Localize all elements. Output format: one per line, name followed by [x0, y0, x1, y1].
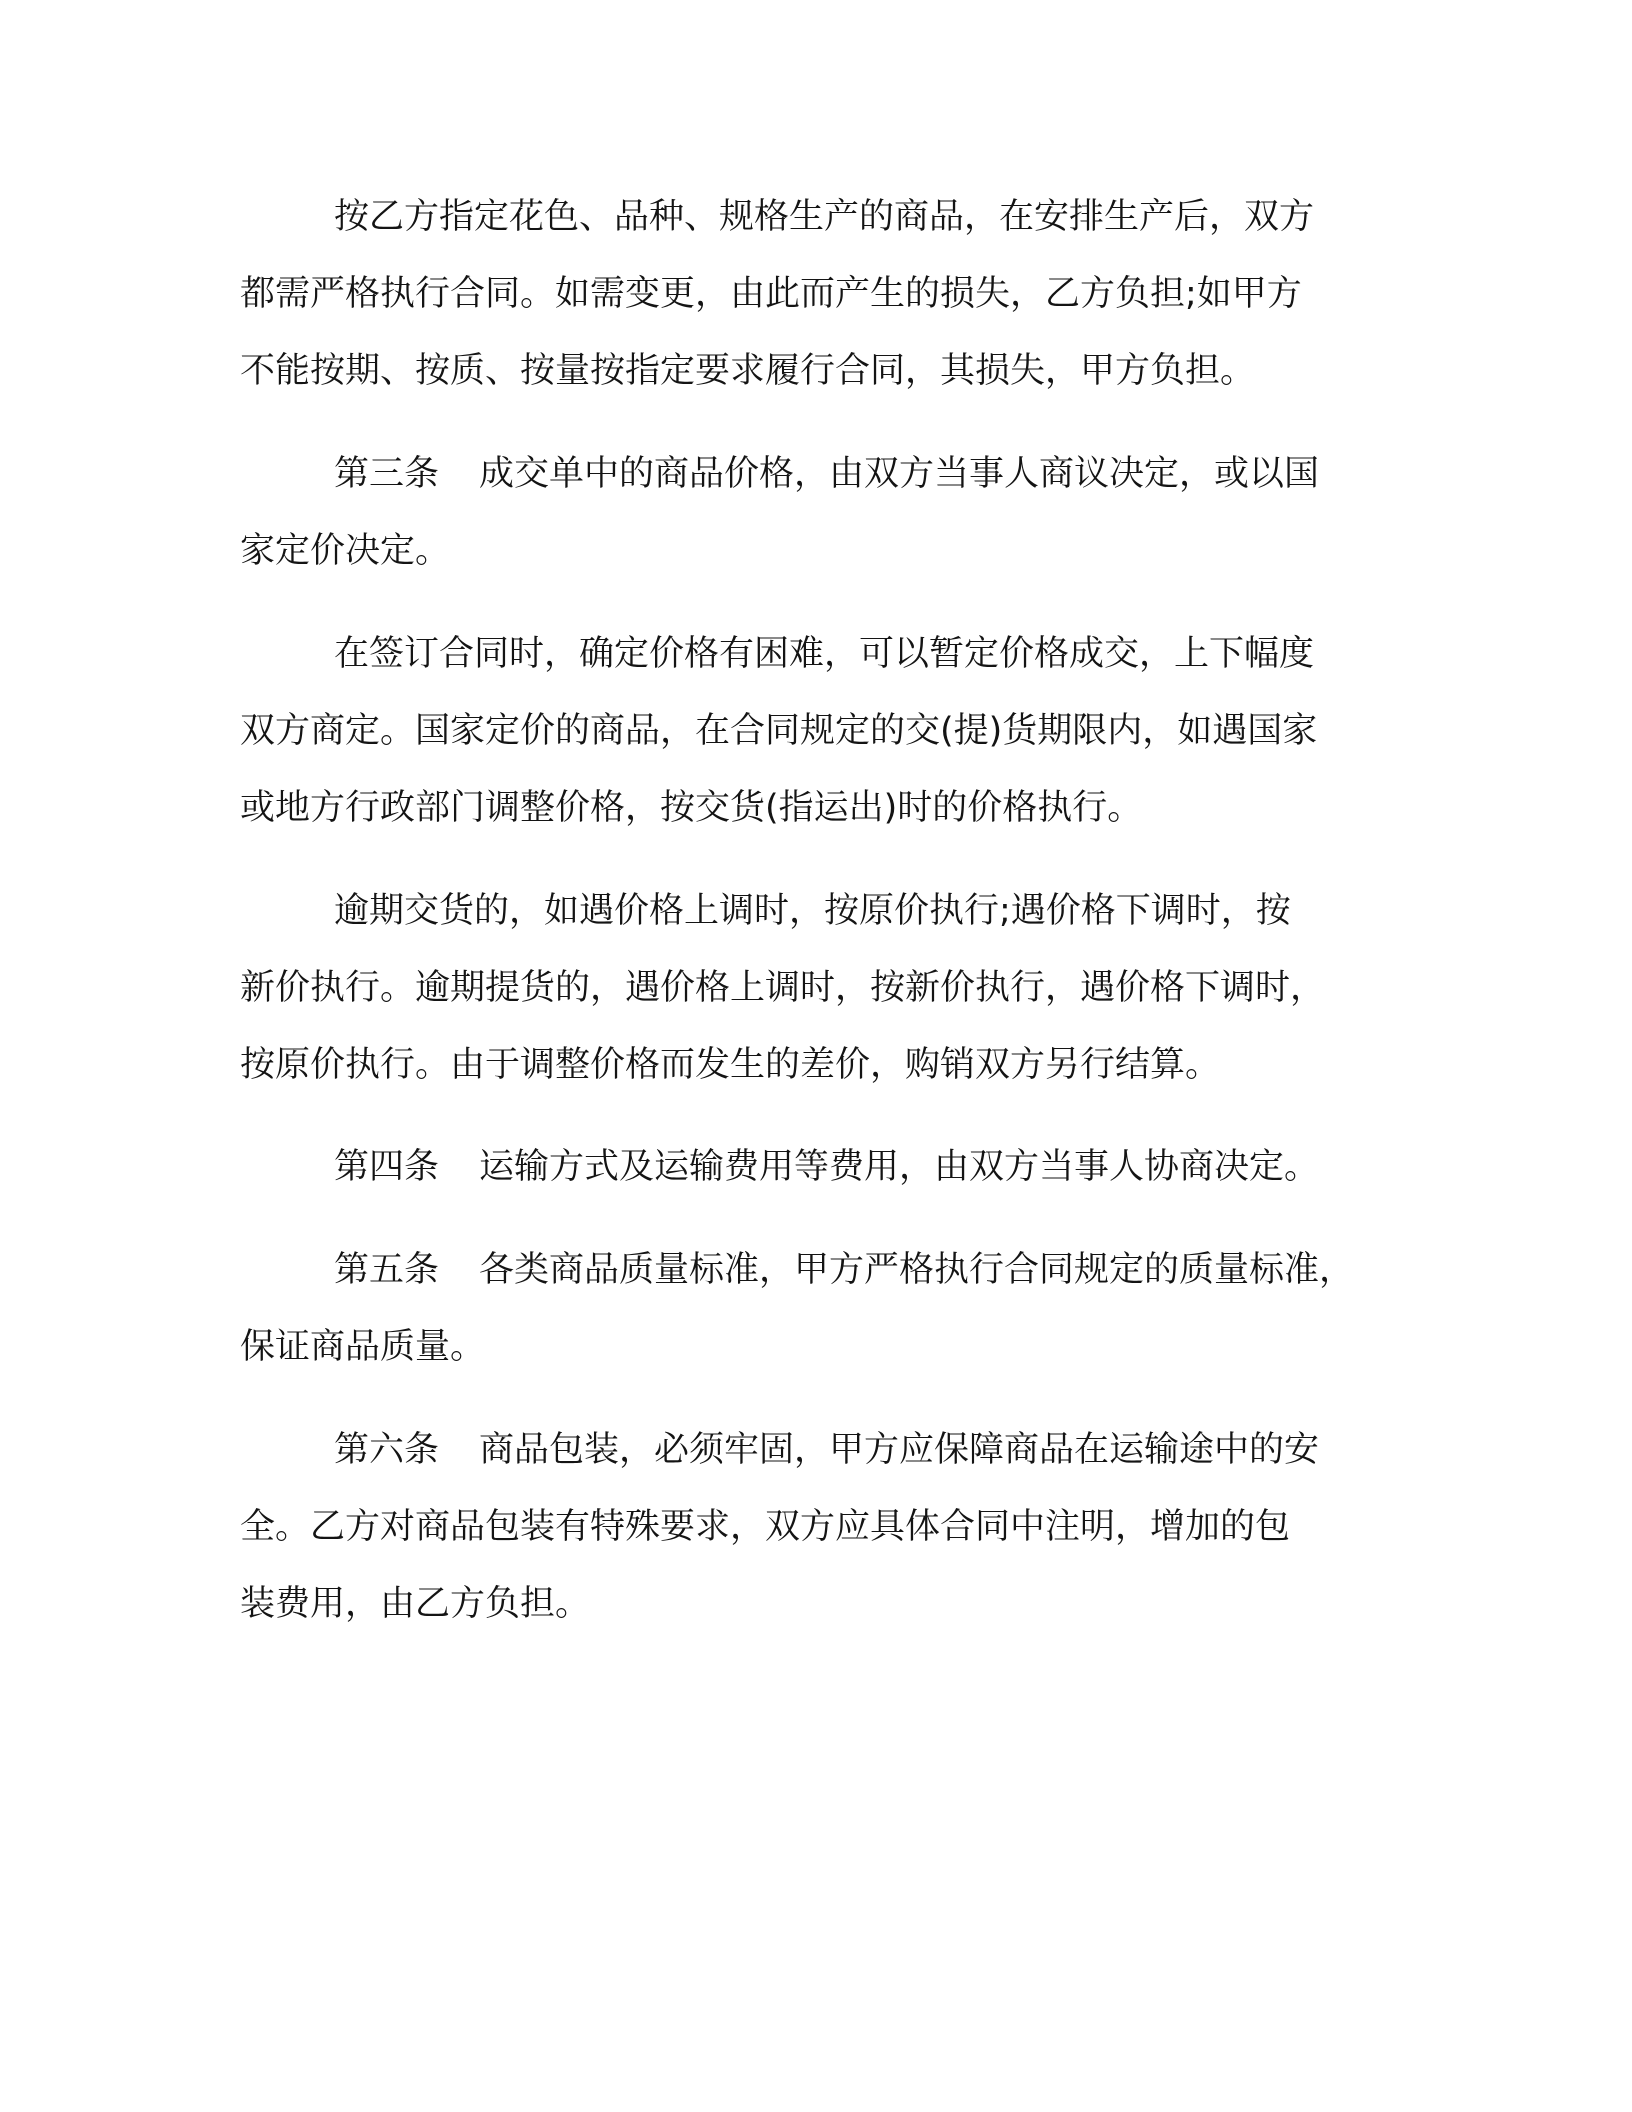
paragraph-line: 逾期交货的，如遇价格上调时，按原价执行;遇价格下调时，按	[334, 891, 1291, 931]
article-text: 运输方式及运输费用等费用，由双方当事人协商决定。	[479, 1147, 1320, 1187]
paragraph-article-3	[240, 436, 1410, 590]
article-number: 第四条	[334, 1147, 440, 1187]
paragraph-line	[240, 1129, 1410, 1206]
paragraph-line: 双方商定。国家定价的商品，在合同规定的交(提)货期限内，如遇国家	[240, 711, 1318, 751]
article-number: 第三条	[334, 454, 440, 494]
article-number: 第五条	[334, 1250, 440, 1290]
paragraph-custom-production	[240, 179, 1410, 410]
paragraph-line: 或地方行政部门调整价格，按交货(指运出)时的价格执行。	[240, 788, 1143, 828]
paragraph-line: 家定价决定。	[240, 531, 451, 571]
paragraph-line: 都需严格执行合同。如需变更，由此而产生的损失，乙方负担;如甲方	[240, 274, 1302, 314]
paragraph-line: 新价执行。逾期提货的，遇价格上调时，按新价执行，遇价格下调时，	[240, 968, 1326, 1008]
paragraph-line	[240, 1412, 1410, 1489]
paragraph-line: 装费用，由乙方负担。	[240, 1584, 591, 1624]
paragraph-line	[240, 1232, 1410, 1309]
paragraph-line: 按乙方指定花色、品种、规格生产的商品，在安排生产后，双方	[334, 197, 1315, 237]
paragraph-line: 按原价执行。由于调整价格而发生的差价，购销双方另行结算。	[240, 1045, 1221, 1085]
article-number: 第六条	[334, 1430, 440, 1470]
paragraph-line: 全。乙方对商品包装有特殊要求，双方应具体合同中注明，增加的包	[240, 1507, 1291, 1547]
paragraph-line: 不能按期、按质、按量按指定要求履行合同，其损失，甲方负担。	[240, 351, 1256, 391]
paragraph-price-adjustment	[240, 616, 1410, 847]
article-text: 成交单中的商品价格，由双方当事人商议决定，或以国	[479, 454, 1320, 494]
paragraph-line: 保证商品质量。	[240, 1327, 486, 1367]
paragraph-overdue-delivery	[240, 873, 1410, 1104]
article-text: 各类商品质量标准，甲方严格执行合同规定的质量标准，	[479, 1250, 1355, 1290]
paragraph-line	[240, 436, 1410, 513]
paragraph-article-6	[240, 1412, 1410, 1643]
paragraph-article-4	[240, 1129, 1410, 1206]
article-text: 商品包装，必须牢固，甲方应保障商品在运输途中的安	[479, 1430, 1320, 1470]
paragraph-article-5	[240, 1232, 1410, 1386]
paragraph-line: 在签订合同时，确定价格有困难，可以暂定价格成交，上下幅度	[334, 634, 1315, 674]
